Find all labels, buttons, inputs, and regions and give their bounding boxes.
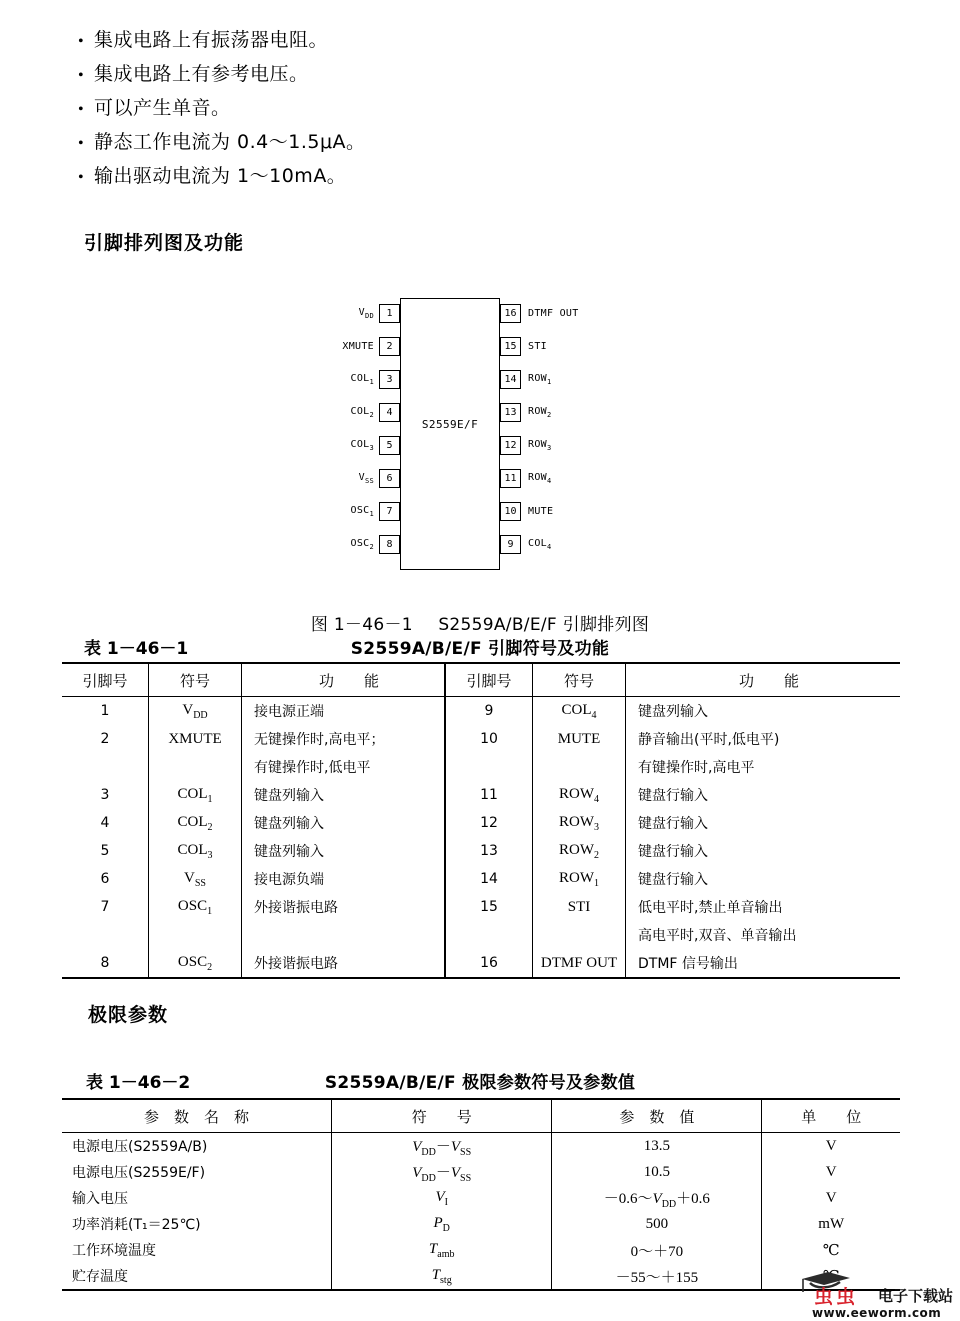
pin-signal-name: $COL_3$ [350, 439, 374, 452]
table-pins-label: 表 1－46－1 [84, 639, 189, 659]
cell-unit: V [762, 1159, 900, 1185]
pin-left-1 [358, 304, 400, 323]
bullet-icon: • [78, 135, 85, 152]
cell-parameter-name: 输入电压 [72, 1191, 128, 1207]
cell-empty [242, 921, 446, 949]
cell-symbol-2: $COL_4$ [533, 697, 626, 726]
cell-function-2: 键盘行输入 [626, 865, 901, 893]
cell-unit: V [762, 1185, 900, 1211]
cell-parameter-symbol: $V_I$ [332, 1185, 552, 1211]
section-heading-pin-arrangement: 引脚排列图及功能 [84, 232, 245, 254]
table-limits-title: S2559A/B/E/F 极限参数符号及参数值 [324, 1073, 636, 1093]
cell-symbol-2: STI [533, 893, 626, 921]
pin-number: 5 [379, 436, 400, 455]
table-row [62, 893, 900, 921]
pin-number: 11 [500, 469, 521, 488]
cell-function-2: 键盘列输入 [626, 697, 901, 726]
watermark-logo-text: 虫虫 [814, 1286, 859, 1308]
bullet-icon: • [78, 33, 85, 50]
cell-pin-number: 7 [100, 899, 110, 915]
cell-empty [62, 753, 149, 781]
table-pins-title: S2559A/B/E/F 引脚符号及功能 [350, 639, 610, 659]
pin-number: 7 [379, 502, 400, 521]
table-row [62, 837, 900, 865]
pin-signal-name: $V_{SS}$ [358, 472, 374, 485]
pin-left-4 [350, 403, 400, 422]
pin-left-5 [350, 436, 400, 455]
cell-function: 键盘列输入 [242, 837, 446, 865]
table-header-row [62, 1099, 900, 1133]
cell-symbol-2: $ROW_3$ [533, 809, 626, 837]
cell-parameter-value: －55～＋155 [552, 1263, 762, 1290]
pin-signal-name: $OSC_2$ [350, 538, 374, 551]
pin-right-9 [500, 535, 551, 554]
cell-pin-number-2: 13 [445, 837, 533, 865]
cell-empty [149, 921, 242, 949]
cell-parameter-symbol: $T_{amb}$ [332, 1237, 552, 1263]
cell-pin-number-2: 10 [445, 725, 533, 753]
cell-symbol: XMUTE [149, 725, 242, 753]
pin-signal-name: STI [528, 341, 547, 352]
pin-right-10 [500, 502, 553, 521]
bullet-text: 集成电路上有振荡器电阻。 [94, 29, 329, 51]
pin-right-16 [500, 304, 579, 323]
cell-function-line2: 有键操作时,低电平 [242, 753, 446, 781]
cell-symbol: $COL_3$ [149, 837, 242, 865]
cell-symbol-2: MUTE [533, 725, 626, 753]
list-item [78, 92, 698, 126]
pin-right-14 [500, 370, 551, 389]
list-item [78, 24, 698, 58]
cell-parameter-symbol: $P_D$ [332, 1211, 552, 1237]
cell-function-2-line2: 高电平时,双音、单音输出 [626, 921, 901, 949]
bullet-text: 集成电路上有参考电压。 [94, 63, 309, 85]
pin-signal-name: $COL_4$ [528, 538, 552, 551]
pin-signal-name: XMUTE [342, 341, 374, 352]
pin-left-2 [342, 337, 400, 356]
cell-function-2: 键盘行输入 [626, 809, 901, 837]
pin-right-12 [500, 436, 551, 455]
cell-empty [62, 921, 149, 949]
pin-number: 13 [500, 403, 521, 422]
table-row [62, 809, 900, 837]
cell-function: 接电源负端 [242, 865, 446, 893]
cell-symbol-2: $ROW_2$ [533, 837, 626, 865]
cell-function-2: 静音输出(平时,低电平) [626, 725, 901, 753]
cell-function: 外接谐振电路 [242, 949, 446, 978]
table-row [62, 781, 900, 809]
cell-pin-number: 4 [100, 815, 110, 831]
pin-number: 1 [379, 304, 400, 323]
cell-function-2: 键盘行输入 [626, 837, 901, 865]
table-header-row [62, 663, 900, 697]
chip-pinout-diagram [330, 290, 630, 580]
cell-function-2: DTMF 信号输出 [626, 949, 901, 978]
table-row [62, 697, 900, 726]
cell-function: 接电源正端 [242, 697, 446, 726]
cell-pin-number-2: 12 [445, 809, 533, 837]
cell-parameter-symbol: $V_{DD}-V_{SS}$ [332, 1133, 552, 1160]
pin-signal-name: $ROW_4$ [528, 472, 552, 485]
cell-parameter-symbol: $V_{DD}-V_{SS}$ [332, 1159, 552, 1185]
table-pin-functions [62, 662, 900, 979]
column-header-symbol: 符号 [149, 663, 242, 697]
pin-signal-name: $OSC_1$ [350, 505, 374, 518]
figure-number: 图 1－46－1 [310, 615, 413, 635]
cell-function-2: 低电平时,禁止单音输出 [626, 893, 901, 921]
figure-caption-text: S2559A/B/E/F 引脚排列图 [438, 615, 650, 635]
cell-parameter-name: 贮存温度 [62, 1263, 332, 1290]
table-row [62, 865, 900, 893]
bullet-text: 静态工作电流为 0.4～1.5μA。 [94, 131, 366, 153]
cell-pin-number-2: 11 [445, 781, 533, 809]
cell-function: 无键操作时,高电平； [242, 725, 446, 753]
feature-bullet-list [78, 24, 698, 194]
watermark-url: www.eeworm.com [812, 1306, 942, 1320]
bullet-icon: • [78, 67, 85, 84]
figure-caption [0, 610, 960, 635]
cell-symbol: $V_{SS}$ [149, 865, 242, 893]
cell-pin-number-2: 15 [445, 893, 533, 921]
column-header-function: 功 能 [242, 663, 446, 697]
cell-unit: ℃ [762, 1237, 900, 1263]
cell-empty [533, 921, 626, 949]
cell-pin-number: 3 [100, 787, 110, 803]
chip-part-label: S2559E/F [421, 418, 479, 431]
cell-unit: V [762, 1133, 900, 1160]
cell-parameter-name: 工作环境温度 [72, 1243, 156, 1259]
pin-number: 3 [379, 370, 400, 389]
table-row [62, 1237, 900, 1263]
section-heading-limit-parameters: 极限参数 [88, 1004, 169, 1026]
cell-function-2-line2: 有键操作时,高电平 [626, 753, 901, 781]
watermark-site-name: 电子下载站 [878, 1287, 954, 1305]
cell-symbol-2: $ROW_1$ [533, 865, 626, 893]
cell-parameter-value: $-0.6\sim V_{DD}+0.6$ [552, 1185, 762, 1211]
cell-symbol-2: $ROW_4$ [533, 781, 626, 809]
column-header-pin-number: 引脚号 [62, 663, 149, 697]
cell-symbol: $OSC_1$ [149, 893, 242, 921]
pin-number: 8 [379, 535, 400, 554]
pin-signal-name: $ROW_1$ [528, 373, 552, 386]
cell-parameter-name: 电源电压(S2559E/F) [72, 1165, 206, 1181]
pin-number: 12 [500, 436, 521, 455]
table-limit-parameters [62, 1098, 900, 1291]
cell-empty [445, 753, 533, 781]
pin-number: 6 [379, 469, 400, 488]
column-header-unit: 单 位 [762, 1099, 900, 1133]
cell-pin-number-2: 16 [445, 949, 533, 978]
pin-number: 2 [379, 337, 400, 356]
cell-function: 键盘列输入 [242, 809, 446, 837]
table-row-continuation [62, 921, 900, 949]
pin-right-15 [500, 337, 547, 356]
pin-right-11 [500, 469, 551, 488]
chip-package-body [400, 298, 500, 570]
cell-parameter-value: 10.5 [552, 1159, 762, 1185]
cell-empty [533, 753, 626, 781]
cell-symbol: $OSC_2$ [149, 949, 242, 978]
pin-signal-name: $COL_2$ [350, 406, 374, 419]
pin-left-6 [358, 469, 400, 488]
column-header-pin-number-2: 引脚号 [445, 663, 533, 697]
pin-left-8 [350, 535, 400, 554]
cell-pin-number-2: 9 [445, 697, 533, 726]
cell-symbol: $COL_1$ [149, 781, 242, 809]
pin-number: 16 [500, 304, 521, 323]
cell-function-2: 键盘行输入 [626, 781, 901, 809]
bullet-icon: • [78, 101, 85, 118]
pin-number: 15 [500, 337, 521, 356]
column-header-parameter-symbol: 符 号 [332, 1099, 552, 1133]
cell-parameter-name: 功率消耗(T₁＝25℃) [72, 1217, 201, 1233]
table-row [62, 725, 900, 753]
table-row [62, 1133, 900, 1160]
watermark [800, 1276, 960, 1320]
table-row [62, 1159, 900, 1185]
column-header-function-2: 功 能 [626, 663, 901, 697]
bullet-text: 输出驱动电流为 1～10mA。 [94, 165, 347, 187]
cell-unit: mW [762, 1211, 900, 1237]
pin-number: 10 [500, 502, 521, 521]
cell-pin-number-2: 14 [445, 865, 533, 893]
bullet-icon: • [78, 169, 85, 186]
column-header-symbol-2: 符号 [533, 663, 626, 697]
pin-left-3 [350, 370, 400, 389]
list-item [78, 160, 698, 194]
table-limits-label: 表 1－46－2 [86, 1073, 191, 1093]
cell-pin-number: 1 [100, 703, 110, 719]
cell-empty [149, 753, 242, 781]
pin-left-7 [350, 502, 400, 521]
cell-parameter-symbol: $T_{stg}$ [332, 1263, 552, 1290]
column-header-parameter-name: 参 数 名 称 [62, 1099, 332, 1133]
pin-signal-name: $COL_1$ [350, 373, 374, 386]
pin-right-13 [500, 403, 551, 422]
cell-function: 外接谐振电路 [242, 893, 446, 921]
table-row [62, 1263, 900, 1290]
cell-empty [445, 921, 533, 949]
cell-symbol-2: DTMF OUT [533, 949, 626, 978]
cell-parameter-value: 0～＋70 [552, 1237, 762, 1263]
pin-signal-name: $V_{DD}$ [358, 307, 374, 320]
cell-parameter-name: 电源电压(S2559A/B) [72, 1139, 208, 1155]
table-row [62, 1211, 900, 1237]
cell-pin-number: 5 [100, 843, 110, 859]
cell-pin-number: 2 [100, 731, 110, 747]
pin-signal-name: DTMF OUT [528, 308, 579, 319]
column-header-parameter-value: 参 数 值 [552, 1099, 762, 1133]
pin-number: 4 [379, 403, 400, 422]
cell-symbol: $V_{DD}$ [149, 697, 242, 726]
pin-signal-name: MUTE [528, 506, 554, 517]
cell-pin-number: 8 [62, 949, 149, 978]
bullet-text: 可以产生单音。 [94, 97, 231, 119]
cell-parameter-value: 13.5 [552, 1133, 762, 1160]
table-row-continuation [62, 753, 900, 781]
cell-parameter-value: 500 [552, 1211, 762, 1237]
pin-signal-name: $ROW_3$ [528, 439, 552, 452]
pin-signal-name: $ROW_2$ [528, 406, 552, 419]
cell-symbol: $COL_2$ [149, 809, 242, 837]
table-row [62, 1185, 900, 1211]
pin-number: 9 [500, 535, 521, 554]
list-item [78, 126, 698, 160]
cell-pin-number: 6 [100, 871, 110, 887]
cell-function: 键盘列输入 [242, 781, 446, 809]
list-item [78, 58, 698, 92]
pin-number: 14 [500, 370, 521, 389]
table-row [62, 949, 900, 978]
